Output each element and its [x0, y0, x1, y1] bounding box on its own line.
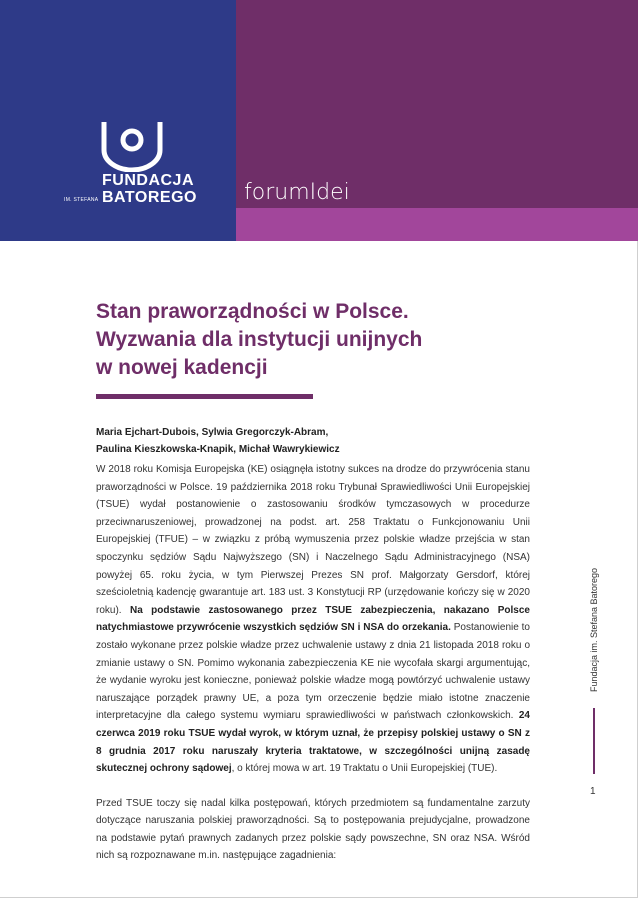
- title-line-2: Wyzwania dla instytucji unijnych: [96, 328, 423, 351]
- sidebar-rule: [593, 708, 595, 774]
- document-title: [96, 298, 516, 382]
- title-line-3: w nowej kadencji: [96, 356, 268, 379]
- authors-line-2: Paulina Kieszkowska-Knapik, Michał Wawrykiewicz: [96, 444, 340, 455]
- series-title: forumIdei: [244, 180, 350, 205]
- body-text: [96, 461, 530, 882]
- logo-text-batorego: BATOREGO: [102, 189, 197, 206]
- paragraph-2: Przed TSUE toczy się nadal kilka postępowań, których przedmiotem są fundamentalne zarzuty dotyczące naruszania polskiej praworządności. Są to postępowania prejudycjalne, prowadzone na podstawie pytań prawnych zadanych przez polskie sądy powszechne, SN oraz NSA. Wśród nich są rozpoznawane m.in. następujące zagadnienia:: [96, 797, 530, 862]
- p1-text-e: , o której mowa w art. 19 Traktatu o Unii Europejskiej (TUE).: [231, 763, 498, 775]
- title-line-1: Stan praworządności w Polsce.: [96, 300, 409, 323]
- p1-text-a: W 2018 roku Komisja Europejska (KE) osiągnęła istotny sukces na drodze do przywrócenia stanu praworządności w Polsce. 19 października 2018 roku Trybunał Sprawiedliwości Unii Europejskiej (TSUE) wydał postanowienie o zastosowaniu środków tymczasowych w procedurze przeciwnaruszeniowej, prowadzonej na podst. art. 258 Traktatu o Funkcjonowaniu Unii Europejskiej (TFUE) – w związku z próbą wymuszenia przez polskie władze przejścia w stan spoczynku sędziów Sądu Najwyższego (SN) i Naczelnego Sądu Administracyjnego (NSA) powyżej 65. roku życia, w tym Pierwszej Prezes SN prof. Małgorzaty Gersdorf, której sześcioletnią kadencję gwarantuje art. 183 ust. 3 Konstytucji RP (urzędowanie kończy się w 2020 roku).: [96, 464, 530, 616]
- foundation-logo-icon: [100, 120, 164, 172]
- p1-bold-d: 24 czerwca 2019 roku TSUE wydał wyrok, w którym uznał, że przepisy polskiej ustawy o SN z 8 grudnia 2017 roku naruszały kryteria traktatowe, w szczególności unijną zasadę skutecznej ochrony sądowej: [96, 710, 530, 775]
- p1-bold-b: Na podstawie zastosowanego przez TSUE zabezpieczenia, nakazano Polsce natychmiastowe przywrócenie wszystkich sędziów SN i NSA do orzekania.: [96, 604, 530, 634]
- logo-text-fundacja: FUNDACJA: [102, 172, 194, 189]
- logo-text-im-stefana: IM. STEFANA: [64, 197, 99, 203]
- authors-line-1: Maria Ejchart-Dubois, Sylwia Gregorczyk-Abram,: [96, 427, 329, 438]
- authors: [96, 424, 340, 458]
- page-number: 1: [590, 786, 596, 797]
- sidebar-label-text: Fundacja im. Stefana Batorego: [589, 567, 599, 693]
- title-underline: [96, 394, 313, 399]
- paragraph-1: [96, 461, 530, 778]
- sidebar-label: [586, 565, 602, 695]
- p1-text-c: Postanowienie to zostało wykonane przez polskie władze przez uchwalenie ustawy z dnia 21 listopada 2018 roku o zmianie ustawy o SN. Pomimo wykonania zabezpieczenia KE nie wycofała skargi argumentując, że wydanie wyroku jest konieczne, ponieważ polskie władze mogą powtórzyć uchwalenie ustawy naruszające porządek prawny UE, a poza tym orzeczenie będzie miało istotne znaczenie interpretacyjne dla całego systemu wymiaru sprawiedliwości w państwach członkowskich.: [96, 622, 530, 722]
- header-band-magenta: [236, 208, 638, 241]
- header-band-purple: [236, 0, 638, 208]
